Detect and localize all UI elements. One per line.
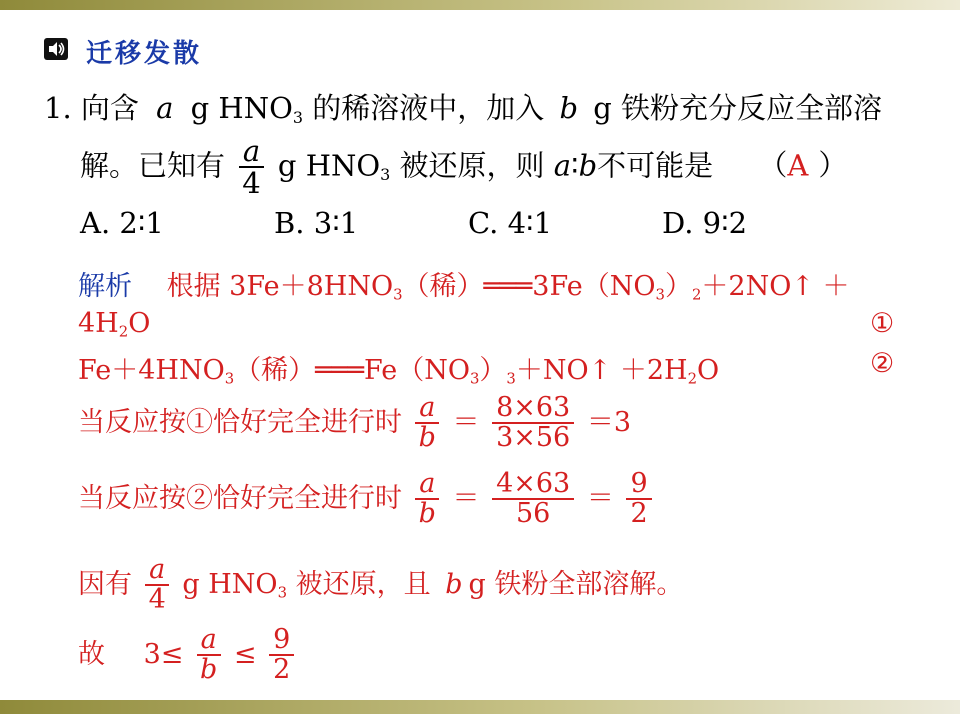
question-line-1: 1. 向含 a g $HNO_3$ 的稀溶液中，加入 b g 铁粉充分反应全部溶 bbox=[44, 91, 883, 127]
answer-text: A bbox=[787, 148, 809, 183]
analysis-line-3: $Fe+4HNO_3$（稀）$═══Fe(NO_3)_3+NO↑ +2H_2O$ bbox=[78, 355, 720, 388]
analysis-line-4: 当反应按①恰好完全进行时 $\frac{a}{b}$ ＝ $\frac{8\times 63}{3\times 56}$ ＝3 bbox=[78, 392, 632, 454]
question-line-2: 解。已知有 $\frac{a}{4}$ g $HNO_3$ 被还原，则 a∶b不可能是 （A ） bbox=[80, 134, 848, 201]
analysis-line-1: 解析 根据 $3Fe+8HNO_3$（稀）$═══3Fe(NO_3)_2+2NO↑$ ＋ bbox=[78, 271, 850, 304]
analysis-label: 解析 bbox=[78, 271, 132, 302]
equation-mark-1: ① bbox=[870, 308, 895, 339]
analysis-line-6: 因有 $\frac{a}{4}$ g $HNO_3$ 被还原，且 b g 铁粉全部溶解。 bbox=[78, 554, 684, 616]
fraction-a-over-4: $\frac{a}{4}$ bbox=[238, 136, 264, 199]
section-title: 迁移发散 bbox=[86, 39, 203, 69]
option-d: D. 9∶2 bbox=[662, 206, 748, 240]
option-a: A. 2∶1 bbox=[80, 206, 164, 240]
question-number: 1. bbox=[44, 91, 72, 125]
speaker-icon bbox=[44, 38, 68, 60]
bottom-decorative-bar bbox=[0, 700, 960, 714]
top-decorative-bar bbox=[0, 0, 960, 10]
analysis-line-5: 当反应按②恰好完全进行时 $\frac{a}{b}$ ＝ $\frac{4\times 63}{56}$ ＝ $\frac{9}{2}$ bbox=[78, 470, 656, 529]
option-b: B. 3∶1 bbox=[274, 206, 359, 240]
option-c: C. 4∶1 bbox=[468, 206, 553, 240]
analysis-line-2: $4H_2O$ bbox=[78, 308, 151, 341]
analysis-line-7: 故 3≤ $\frac{a}{b}$ ≤ $\frac{9}{2}$ bbox=[78, 626, 298, 685]
equation-mark-2: ② bbox=[870, 348, 895, 379]
